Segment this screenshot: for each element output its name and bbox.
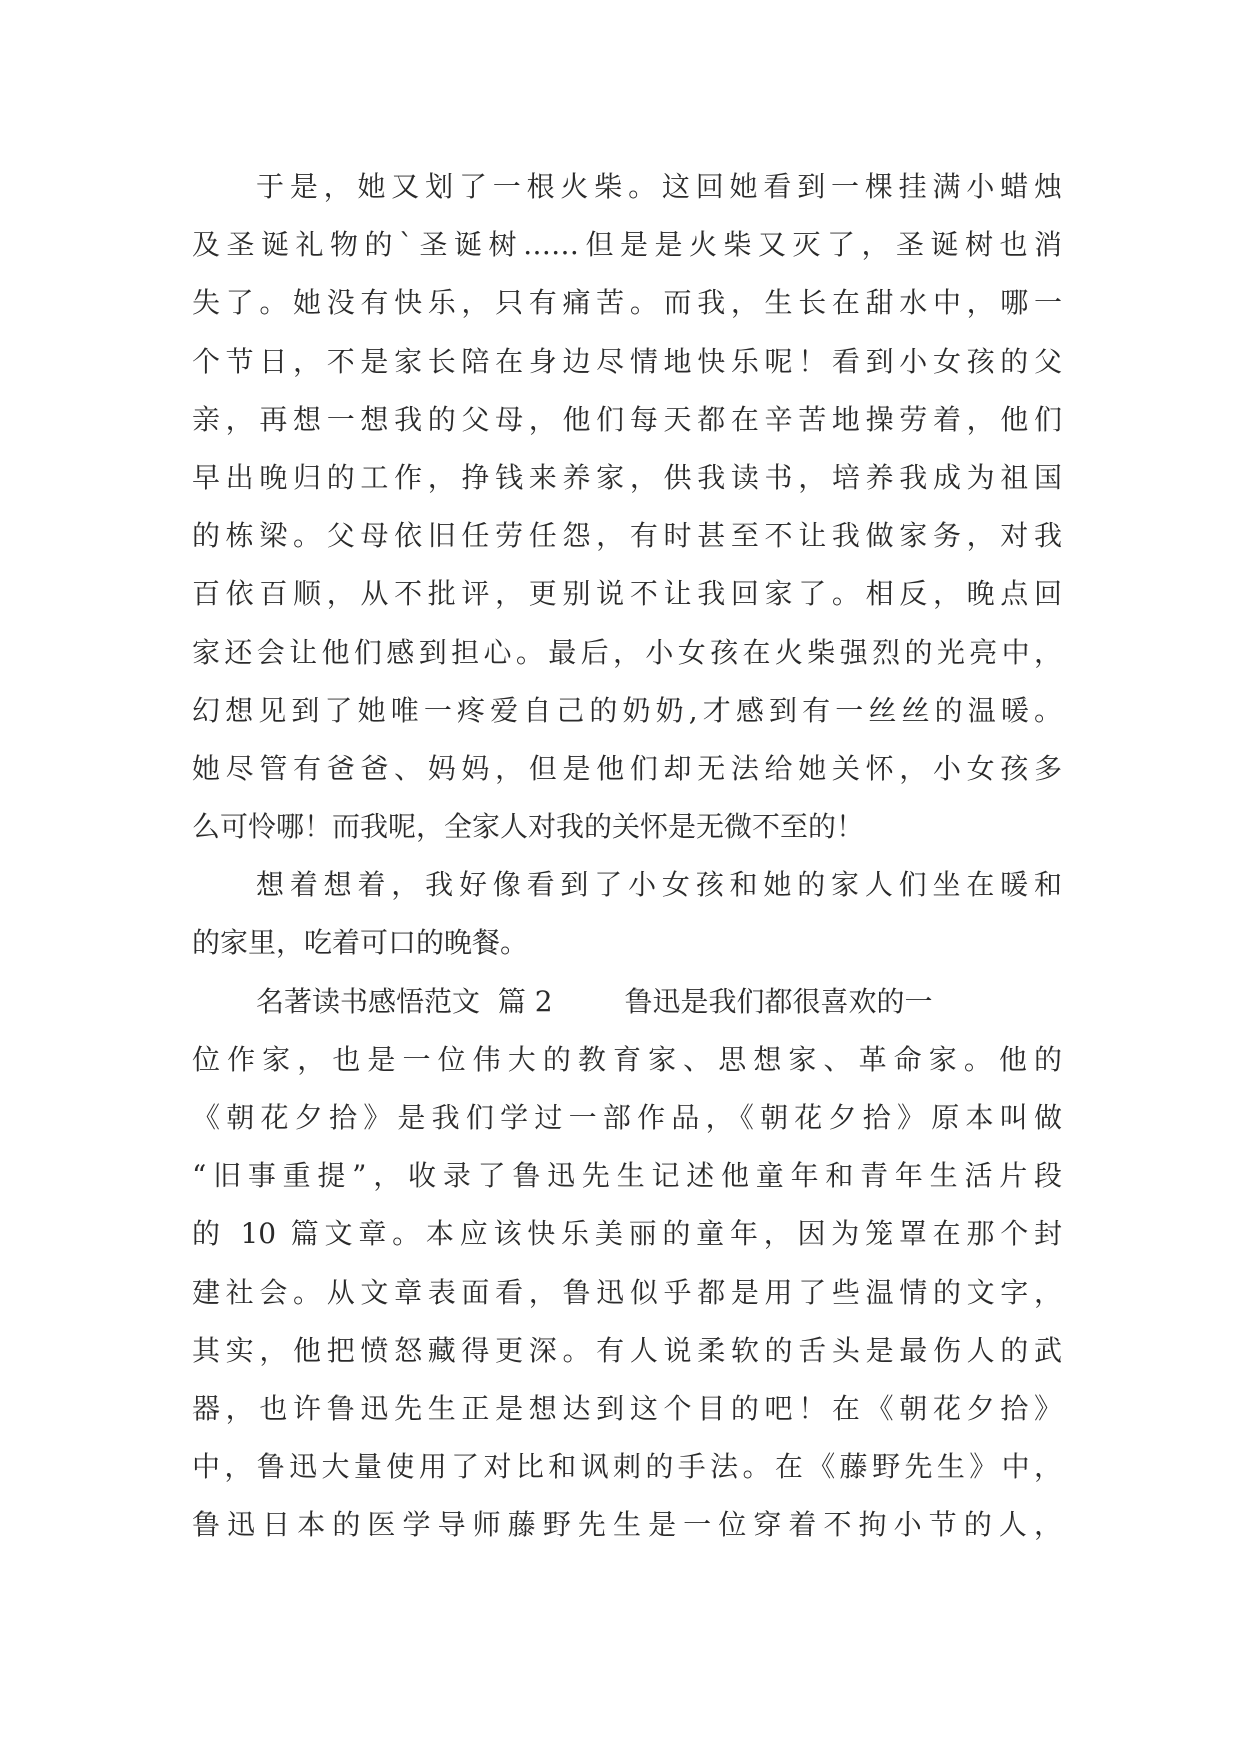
paragraph-line: 百依百顺，从不批评，更别说不让我回家了。相反，晚点回 — [192, 577, 1062, 611]
paragraph-line: 个节日，不是家长陪在身边尽情地快乐呢！看到小女孩的父 — [192, 344, 1062, 378]
paragraph-line: 亲，再想一想我的父母，他们每天都在辛苦地操劳着，他们 — [192, 402, 1062, 436]
paragraph-line: 的 10 篇文章。本应该快乐美丽的童年，因为笼罩在那个封 — [192, 1217, 1062, 1251]
paragraph-line: 及圣诞礼物的`圣诞树……但是是火柴又灭了，圣诞树也消 — [192, 228, 1062, 262]
paragraph-line: 想着想着，我好像看到了小女孩和她的家人们坐在暖和 — [256, 868, 1062, 902]
paragraph-line: 失了。她没有快乐，只有痛苦。而我，生长在甜水中，哪一 — [192, 286, 1062, 320]
section-number: 篇 2 — [497, 984, 553, 1018]
section-lead-in: 鲁迅是我们都很喜欢的一 — [624, 984, 933, 1018]
paragraph-line: “旧事重提”，收录了鲁迅先生记述他童年和青年生活片段 — [192, 1159, 1062, 1193]
paragraph-line: 于是，她又划了一根火柴。这回她看到一棵挂满小蜡烛 — [256, 170, 1062, 203]
paragraph-line: 的家里，吃着可口的晚餐。 — [192, 926, 529, 960]
body-text — [192, 158, 1062, 1555]
paragraph-line: 位作家，也是一位伟大的教育家、思想家、革命家。他的 — [192, 1042, 1062, 1076]
paragraph-line: 家还会让他们感到担心。最后，小女孩在火柴强烈的光亮中， — [192, 635, 1062, 669]
section-heading-line — [192, 973, 1062, 1031]
paragraph-line: 《朝花夕拾》是我们学过一部作品，《朝花夕拾》原本叫做 — [192, 1101, 1062, 1134]
paragraph-line: 早出晚归的工作，挣钱来养家，供我读书，培养我成为祖国 — [192, 460, 1062, 494]
paragraph-line: 她尽管有爸爸、妈妈，但是他们却无法给她关怀，小女孩多 — [192, 751, 1062, 785]
paragraph-line: 其实，他把愤怒藏得更深。有人说柔软的舌头是最伤人的武 — [192, 1333, 1062, 1367]
section-title: 名著读书感悟范文 — [256, 984, 481, 1018]
paragraph-line: 建社会。从文章表面看，鲁迅似乎都是用了些温情的文字， — [192, 1275, 1062, 1309]
paragraph-line: 幻想见到了她唯一疼爱自己的奶奶,才感到有一丝丝的温暖。 — [192, 693, 1062, 727]
paragraph-line: 么可怜哪！而我呢，全家人对我的关怀是无微不至的！ — [192, 810, 865, 844]
paragraph-line: 鲁迅日本的医学导师藤野先生是一位穿着不拘小节的人， — [192, 1508, 1062, 1542]
paragraph-line: 器，也许鲁迅先生正是想达到这个目的吧！在《朝花夕拾》 — [192, 1391, 1062, 1425]
paragraph-line: 中，鲁迅大量使用了对比和讽刺的手法。在《藤野先生》中， — [192, 1450, 1062, 1484]
paragraph-line: 的栋梁。父母依旧任劳任怨，有时甚至不让我做家务，对我 — [192, 519, 1062, 553]
